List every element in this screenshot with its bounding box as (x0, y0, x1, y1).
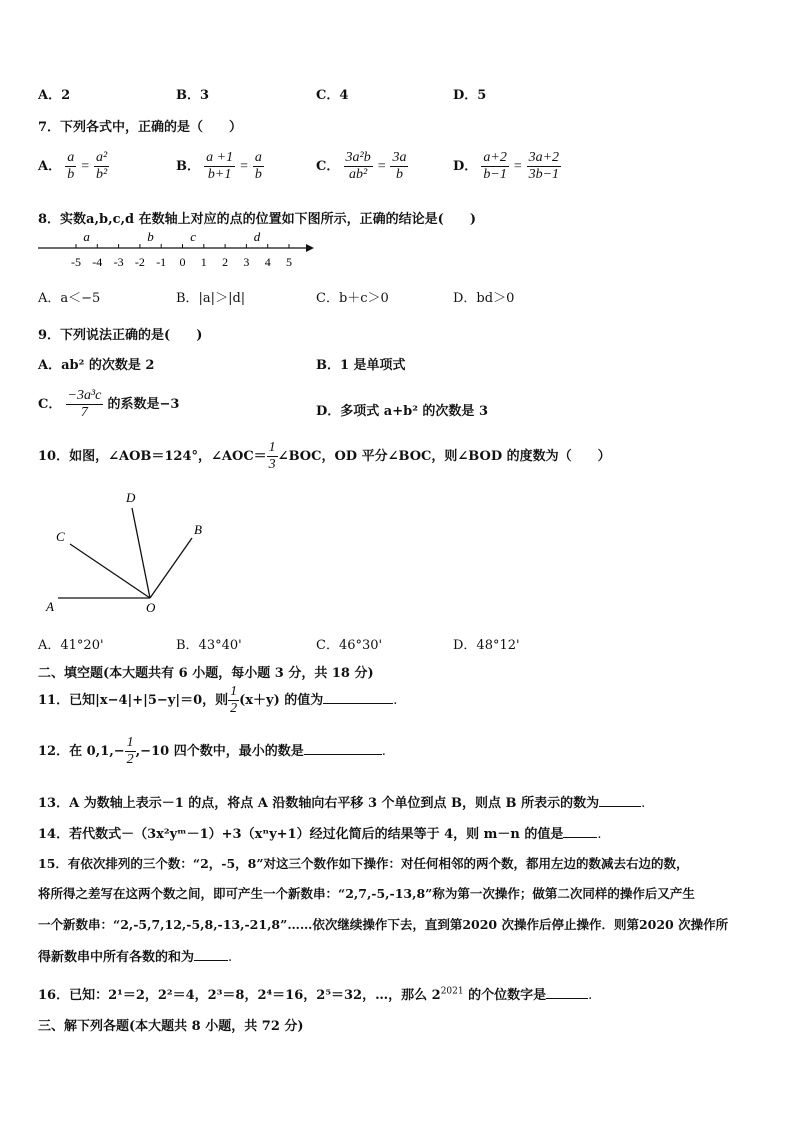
q8-option-d: D．bd＞0 (453, 291, 515, 306)
q11-answer-blank (323, 703, 393, 704)
q10-option-d: D．48°12' (453, 638, 520, 653)
q10-stem: 10．如图，∠AOB＝124°，∠AOC＝ $\frac{1}{3}$ ∠BOC，OD 平分∠BOC，则∠BOD 的度数为（ ） (38, 440, 611, 472)
q13-answer-blank (599, 806, 641, 807)
q6-option-c: C．4 (316, 88, 349, 103)
q15-line-3: 一个新数串：“2,-5,7,12,-5,8,-13,-21,8”……依次继续操作下去，直到第2020 次操作后停止操作．则第2020 次操作所 (38, 917, 729, 932)
q12-answer-blank (304, 754, 382, 755)
q7-option-a: A． $\frac{a}{b}$ = $\frac{\text{a²}}{\text{b²}}$ (38, 150, 108, 182)
section-3-heading: 三、解下列各题(本大题共 8 小题，共 72 分) (38, 1019, 304, 1034)
q10-option-a: A．41°20' (38, 638, 104, 653)
q7-option-c: C． $\frac{\text{3a²b}}{\text{ab²}}$ = $\frac{3a}{b}$ (316, 150, 407, 182)
number-line-tick-label: 1 (200, 255, 207, 269)
q16-answer-blank (546, 998, 588, 999)
q10-option-b: B．43°40' (176, 638, 242, 653)
q15-line-2: 将所得之差写在这两个数之间，即可产生一个新数串：“2,7,-5,-13,8”称为第一次操作；做第二次同样的操作后又产生 (38, 886, 695, 901)
number-line-tick-label: -2 (134, 255, 145, 269)
number-line-tick-label: -4 (92, 255, 103, 269)
number-line-arrow (306, 244, 314, 252)
number-line-tick-label: -5 (71, 255, 81, 269)
number-line-figure (38, 228, 318, 272)
ray-od (132, 508, 150, 598)
number-line-tick-label: 4 (264, 255, 271, 269)
q6-option-d: D．5 (453, 88, 487, 103)
ray-oc (70, 544, 150, 598)
q14: 14．若代数式－（3x²yᵐ－1）+3（xⁿy+1）经过化简后的结果等于 4，则 m－n 的值是 . (38, 827, 602, 842)
number-line-tick-label: -3 (113, 255, 124, 269)
q9-option-a: A．ab² 的次数是 2 (38, 358, 155, 373)
number-line-point-d: d (253, 229, 261, 244)
number-line-point-b: b (147, 229, 154, 244)
number-line-point-a: a (83, 229, 90, 244)
q9-stem: 9．下列说法正确的是( ) (38, 328, 203, 343)
q8-option-b: B．|a|＞|d| (176, 291, 246, 306)
q9-option-d: D．多项式 a+b² 的次数是 3 (316, 404, 488, 419)
number-line-tick-label: 5 (286, 255, 292, 269)
number-line-point-c: c (190, 229, 197, 244)
label-a: A (46, 599, 54, 614)
q8-stem: 8．实数a,b,c,d 在数轴上对应的点的位置如下图所示，正确的结论是( ) (38, 212, 476, 227)
q11: 11．已知|x−4|+|5−y|＝0，则 $\frac{1}{2}$ (x＋y) 的值为 . (38, 684, 398, 716)
q10-option-c: C．46°30' (316, 638, 383, 653)
number-line-tick-label: 2 (222, 255, 229, 269)
ray-ob (150, 538, 192, 598)
label-b: B (194, 522, 202, 537)
label-c: C (56, 529, 65, 544)
angle-figure (40, 486, 220, 616)
q16: 16．已知：2¹＝2，2²＝4，2³＝8，2⁴＝16，2⁵＝32，…，那么 $2^{2021}$ 的个位数字是 . (38, 986, 593, 1003)
label-o: O (146, 600, 156, 615)
q7-option-b: B． $\frac{a +1}{b+1}$ = $\frac{a}{b}$ (176, 150, 262, 182)
q8-option-a: A．a＜−5 (38, 291, 101, 306)
q12: 12．在 0,1,− $\frac{1}{2}$ ,−10 四个数中，最小的数是 . (38, 735, 386, 767)
q15-answer-blank (194, 960, 228, 961)
number-line-tick-label: 3 (243, 255, 250, 269)
number-line-tick-label: -1 (156, 255, 167, 269)
q13: 13．A 为数轴上表示－1 的点，将点 A 沿数轴向右平移 3 个单位到点 B，则点 B 所表示的数为 . (38, 796, 646, 811)
q9-option-b: B．1 是单项式 (316, 358, 406, 373)
label-d: D (126, 490, 136, 505)
q9-option-c: C． $\frac{\text{−3a³c}}{7}$ 的系数是−3 (38, 388, 180, 420)
number-line-tick-label: 0 (179, 255, 186, 269)
section-2-heading: 二、填空题(本大题共有 6 小题，每小题 3 分，共 18 分) (38, 666, 374, 681)
q15-line-1: 15．有依次排列的三个数：“2，-5，8”对这三个数作如下操作：对任何相邻的两个数，都用左边的数减去右边的数， (38, 856, 689, 871)
q8-option-c: C．b＋c＞0 (316, 291, 389, 306)
q6-option-b: B．3 (176, 88, 210, 103)
q7-stem: 7．下列各式中，正确的是（ ） (38, 120, 243, 135)
q14-answer-blank (563, 837, 597, 838)
q6-option-a: A．2 (38, 88, 71, 103)
q7-option-d: D． $\frac{a+2}{b-1}$ = $\frac{3a+2}{3b-1}$ (453, 150, 560, 182)
q15-line-4: 得新数串中所有各数的和为 . (38, 950, 233, 965)
